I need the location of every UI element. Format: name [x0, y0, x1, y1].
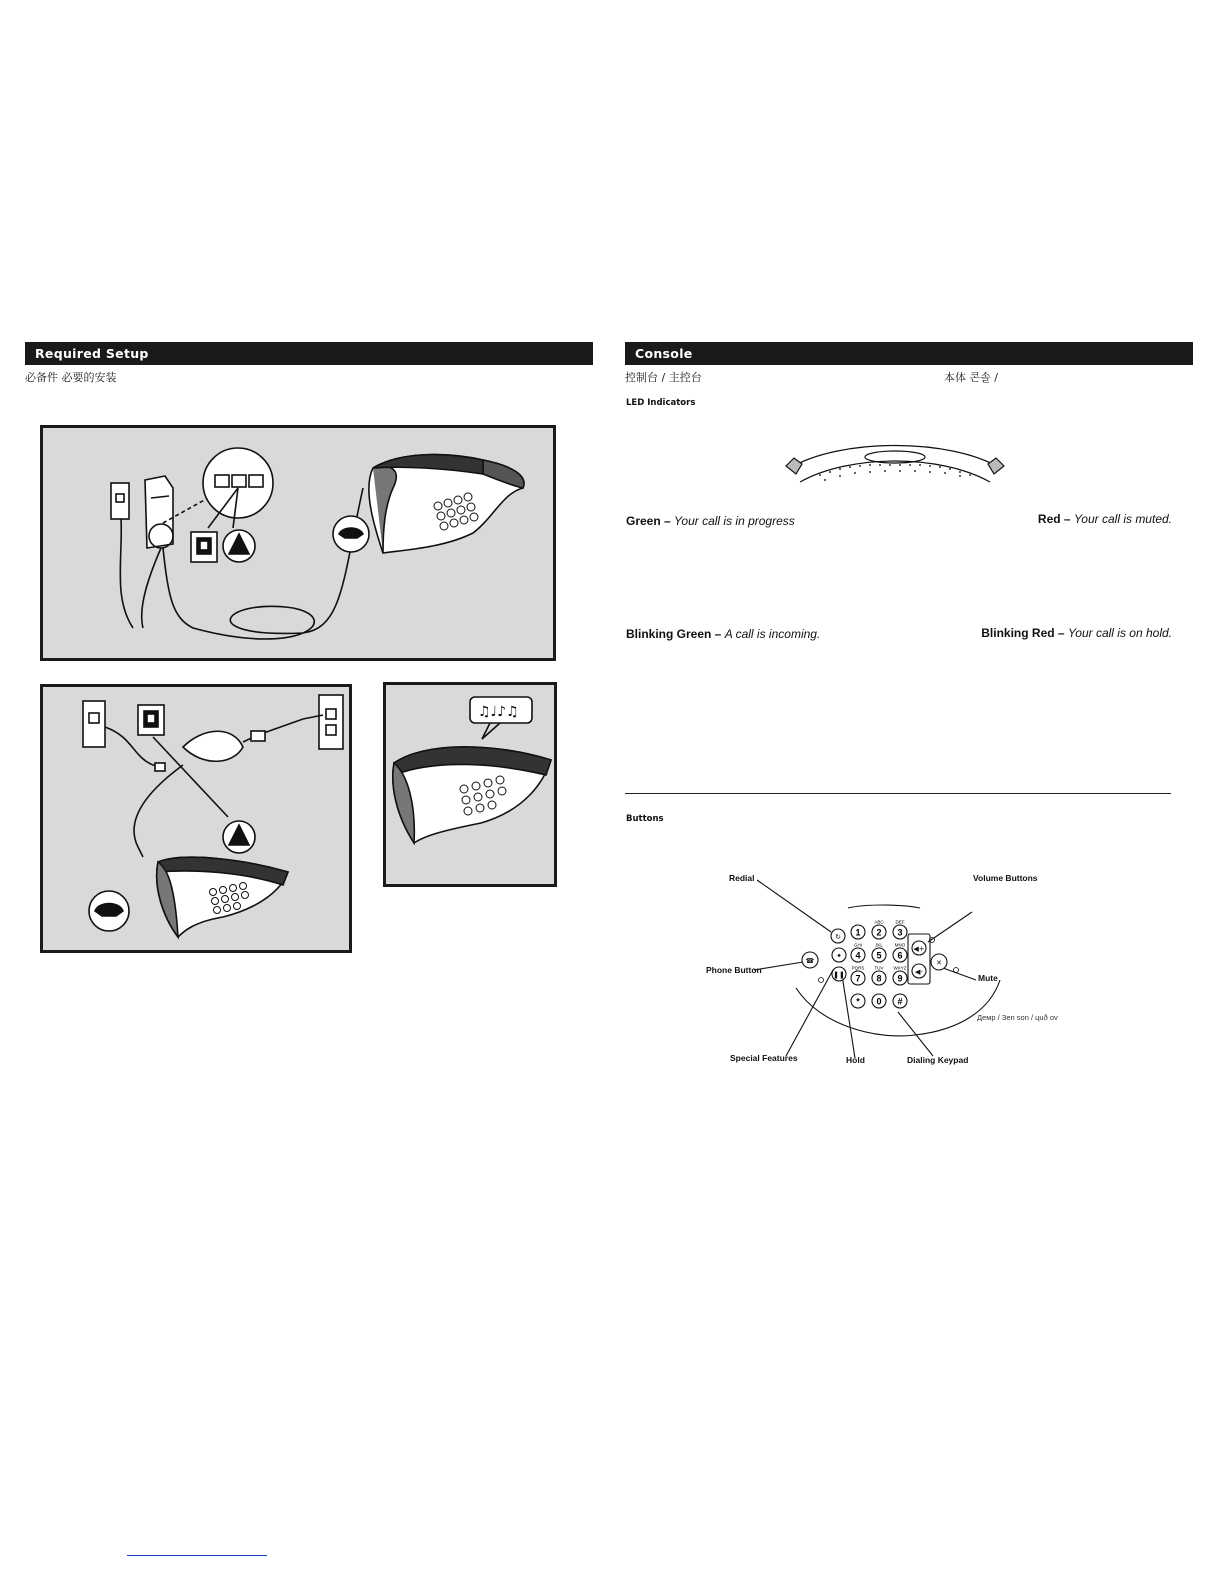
keypad-key-label: * [856, 996, 860, 1007]
keypad-key-letters: WXYZ [893, 965, 907, 971]
section-title: Required Setup [35, 346, 149, 361]
keypad-key-label: 4 [855, 950, 861, 961]
keypad-key-label: 5 [876, 950, 882, 961]
console-subtitle-right: 本体 콘솔 / [944, 371, 998, 384]
led-ring-illustration [780, 438, 1010, 498]
led-blinking-red [981, 626, 1172, 640]
alt-setup-drawing [43, 687, 349, 950]
keypad-key-letters: GHI [853, 942, 863, 948]
keypad-key-letters: DEF [895, 919, 905, 925]
section-divider [625, 793, 1171, 794]
svg-text:✕: ✕ [936, 959, 942, 967]
keypad-key-label: 9 [897, 973, 903, 984]
keypad-key-label: 3 [897, 927, 903, 938]
callout-phone-button: Phone Button [706, 965, 762, 975]
led-blinking-red-label: Blinking Red – [981, 626, 1065, 640]
ring-drawing [386, 685, 554, 884]
required-setup-header [25, 342, 593, 365]
setup-illustration-main [40, 425, 556, 661]
console-header [625, 342, 1193, 365]
keypad-key-letters: TUV [874, 965, 884, 971]
led-blinking-green [626, 627, 820, 641]
led-red-label: Red – [1037, 512, 1071, 526]
led-red-text: Your call is muted. [1073, 512, 1172, 526]
section-title: Console [635, 346, 693, 361]
led-red [1038, 512, 1172, 526]
svg-text:◀-: ◀- [915, 968, 923, 976]
callout-mute: Mute [978, 973, 998, 983]
led-blinking-red-text: Your call is on hold. [1067, 626, 1172, 640]
callout-hold: Hold [846, 1055, 865, 1065]
console-subtitle-left: 控制台 / 主控台 [625, 371, 702, 384]
dialing-keypad [851, 920, 907, 1009]
keypad-key-label: 2 [876, 927, 882, 938]
setup-drawing [43, 428, 553, 658]
keypad-key-label: 8 [876, 973, 882, 984]
setup-illustration-alternate [40, 684, 352, 953]
keypad-key-label: 6 [897, 950, 903, 961]
svg-text:♫♩♪♫: ♫♩♪♫ [478, 704, 519, 720]
keypad-key-letters: ABC [874, 919, 884, 925]
led-indicators-heading: LED Indicators [626, 398, 696, 408]
keypad-key-label: 0 [876, 996, 882, 1007]
led-blinking-green-text: A call is incoming. [724, 627, 821, 641]
mute-translation: Демp / Зen son / цuð ov [977, 1013, 1058, 1022]
console-ring-illustration [383, 682, 557, 887]
svg-text:↻: ↻ [835, 933, 841, 941]
svg-text:❚❚: ❚❚ [833, 971, 845, 979]
keypad-key-letters: PQRS [851, 965, 865, 971]
buttons-heading: Buttons [626, 814, 664, 824]
footer-link-line [127, 1555, 267, 1556]
led-green-text: Your call is in progress [674, 514, 795, 528]
svg-text:◀+: ◀+ [913, 945, 925, 953]
keypad-key-label: # [897, 996, 903, 1007]
led-green [626, 514, 795, 528]
led-green-label: Green – [626, 514, 671, 528]
callout-dialing-keypad: Dialing Keypad [907, 1055, 969, 1065]
svg-text:✦: ✦ [836, 952, 842, 960]
callout-special-features: Special Features [730, 1053, 798, 1063]
keypad-key-label: 7 [855, 973, 861, 984]
keypad-key-letters: MNO [894, 942, 906, 948]
required-setup-subtitle: 必备件 必要的安装 [25, 371, 117, 384]
callout-redial: Redial [729, 873, 755, 883]
svg-text:☎: ☎ [805, 957, 815, 965]
keypad-key-label: 1 [855, 927, 861, 938]
led-blinking-green-label: Blinking Green – [626, 627, 722, 641]
keypad-key-letters: JKL [875, 942, 883, 948]
callout-volume-buttons: Volume Buttons [973, 873, 1038, 883]
